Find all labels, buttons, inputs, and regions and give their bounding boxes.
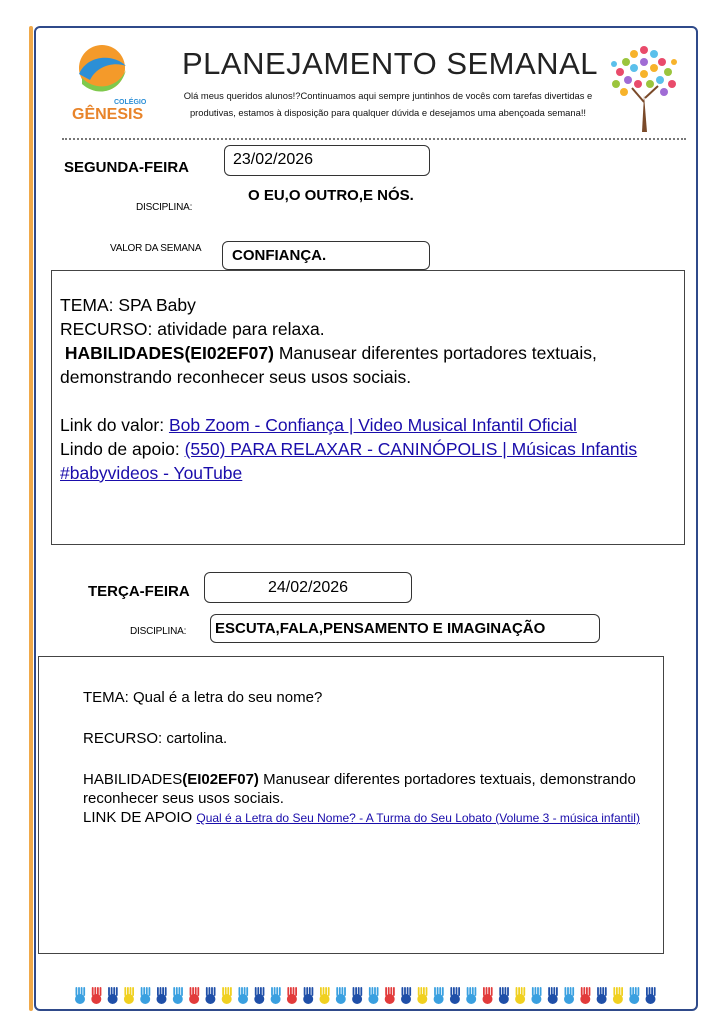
- hand-icon: [401, 987, 411, 1004]
- header-divider: [62, 138, 686, 140]
- left-accent-bar: [29, 26, 33, 1011]
- hand-icon: [352, 987, 362, 1004]
- tuesday-recurso: RECURSO: cartolina.: [83, 730, 228, 747]
- hand-icon: [483, 987, 493, 1004]
- hand-icon: [450, 987, 460, 1004]
- hand-icon: [629, 987, 639, 1004]
- hand-icon: [613, 987, 623, 1004]
- tuesday-tema: TEMA: Qual é a letra do seu nome?: [83, 689, 323, 706]
- hand-icon: [91, 987, 101, 1004]
- page-title: PLANEJAMENTO SEMANAL: [182, 46, 598, 81]
- hand-icon: [254, 987, 264, 1004]
- hand-icon: [646, 987, 656, 1004]
- monday-value: CONFIANÇA.: [232, 247, 327, 264]
- monday-content-box: [51, 270, 685, 545]
- hand-icon: [548, 987, 558, 1004]
- tuesday-date-box: [204, 572, 412, 603]
- hand-icon: [271, 987, 281, 1004]
- hand-icon: [515, 987, 525, 1004]
- monday-habilidades-code: (EI02EF07): [184, 343, 274, 363]
- monday-link-valor-label: Link do valor:: [60, 415, 169, 435]
- logo-small-text: COLÉGIO: [114, 99, 147, 106]
- hand-icon: [189, 987, 199, 1004]
- monday-link-apoio[interactable]: (550) PARA RELAXAR - CANINÓPOLIS | Músicas Infantis #babyvideos - YouTube: [60, 439, 638, 483]
- hand-icon: [499, 987, 509, 1004]
- hand-icon: [564, 987, 574, 1004]
- tuesday-link-apoio[interactable]: Qual é a Letra do Seu Nome? - A Turma do Seu Lobato (Volume 3 - música infantil): [196, 811, 640, 825]
- monday-habilidades-text: Manusear diferentes portadores textuais, demonstrando reconhecer seus usos sociais.: [60, 343, 597, 387]
- monday-tema: TEMA: SPA Baby: [60, 295, 196, 315]
- monday-discipline: O EU,O OUTRO,E NÓS.: [248, 187, 414, 204]
- monday-date: 23/02/2026: [233, 151, 314, 168]
- hand-icon: [580, 987, 590, 1004]
- hands-border-icon: [70, 982, 662, 1008]
- hand-icon: [434, 987, 444, 1004]
- hand-icon: [417, 987, 427, 1004]
- tuesday-discipline-label: DISCIPLINA:: [130, 626, 187, 637]
- tuesday-link-apoio-label: LINK DE APOIO: [83, 809, 197, 826]
- hand-icon: [368, 987, 378, 1004]
- monday-link-apoio-label: Lindo de apoio:: [60, 439, 185, 459]
- hand-icon: [205, 987, 215, 1004]
- tuesday-habilidades-code: (EI02EF07): [182, 771, 259, 788]
- hand-icon: [531, 987, 541, 1004]
- tuesday-day-label: TERÇA-FEIRA: [88, 583, 190, 600]
- hand-icon: [124, 987, 134, 1004]
- tuesday-content-box: [38, 656, 664, 954]
- tuesday-habilidades-label: HABILIDADES: [83, 771, 183, 788]
- hand-icon: [75, 987, 85, 1004]
- monday-date-box: [224, 145, 430, 176]
- monday-value-box: [222, 241, 430, 270]
- hand-icon: [466, 987, 476, 1004]
- hand-icon: [238, 987, 248, 1004]
- hand-icon: [140, 987, 150, 1004]
- intro-text: Olá meus queridos alunos!?Continuamos aqui sempre juntinhos de vocês com tarefas divertidas e produtivas, estamos à disposição para qualquer dúvida e desejamos uma abençoada semana!!: [183, 90, 593, 118]
- hand-icon: [597, 987, 607, 1004]
- tuesday-habilidades: [83, 770, 653, 808]
- monday-habilidades: [60, 341, 676, 389]
- hand-icon: [173, 987, 183, 1004]
- hand-icon: [108, 987, 118, 1004]
- monday-value-label: VALOR DA SEMANA: [110, 243, 202, 254]
- monday-recurso: RECURSO: atividade para relaxa.: [60, 319, 325, 339]
- school-logo: [68, 42, 158, 122]
- tuesday-link-apoio-line: [83, 808, 653, 828]
- hand-icon: [287, 987, 297, 1004]
- monday-discipline-label: DISCIPLINA:: [136, 202, 193, 213]
- tree-icon: [604, 40, 684, 136]
- monday-link-apoio-line: [60, 437, 676, 485]
- hand-icon: [222, 987, 232, 1004]
- monday-habilidades-label: HABILIDADES: [64, 343, 185, 363]
- hand-icon: [336, 987, 346, 1004]
- monday-link-valor[interactable]: Bob Zoom - Confiança | Video Musical Infantil Oficial: [168, 415, 577, 435]
- monday-link-valor-line: [60, 413, 676, 437]
- tuesday-discipline-box: [210, 614, 600, 643]
- logo-name-text: GÊNESIS: [72, 106, 144, 122]
- hand-icon: [385, 987, 395, 1004]
- hand-icon: [320, 987, 330, 1004]
- tuesday-discipline: ESCUTA,FALA,PENSAMENTO E IMAGINAÇÃO: [215, 620, 546, 637]
- hand-icon: [303, 987, 313, 1004]
- monday-day-label: SEGUNDA-FEIRA: [64, 159, 190, 176]
- hand-icon: [157, 987, 167, 1004]
- tuesday-date: 24/02/2026: [267, 579, 349, 596]
- tuesday-habilidades-text: Manusear diferentes portadores textuais, demonstrando reconhecer seus usos sociais.: [83, 771, 636, 807]
